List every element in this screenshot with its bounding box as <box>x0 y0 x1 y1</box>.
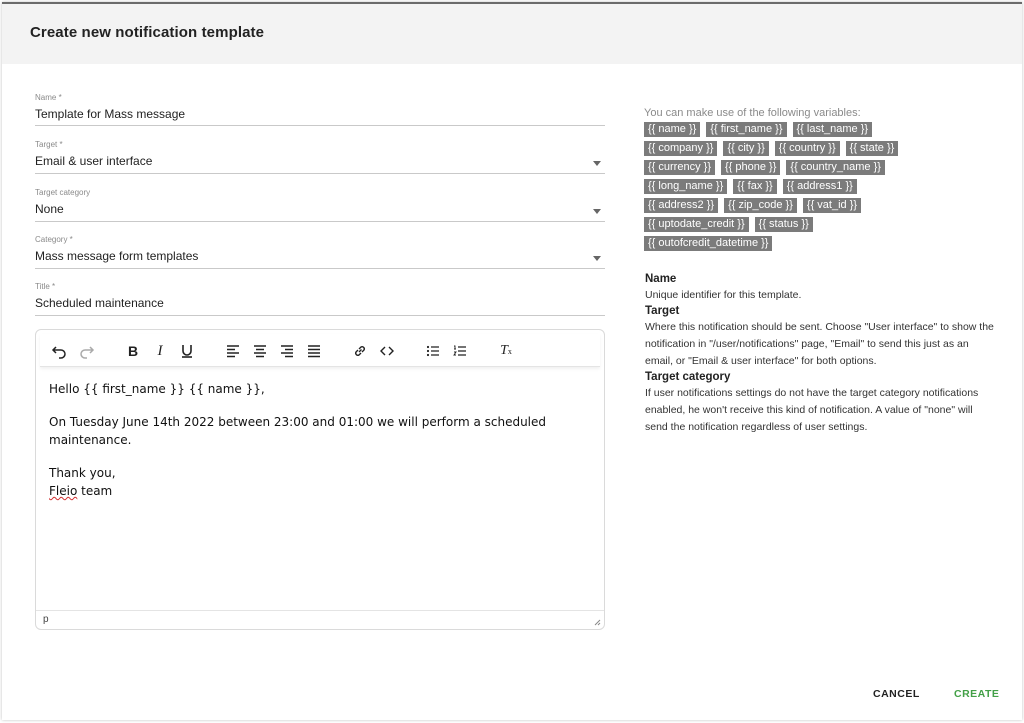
dialog-title: Create new notification template <box>30 24 265 41</box>
variables-list <box>644 122 914 251</box>
help-target-text: Where this notification should be sent. Choose "User interface" to show the notification in "/user/notifications" page, "Email" to send this just as an email, or "Email & user interface" for both options. <box>645 321 994 367</box>
undo-icon[interactable] <box>50 342 68 360</box>
variable-chip: {{ company }} <box>644 141 717 156</box>
target-select[interactable] <box>35 140 605 174</box>
variable-chip: {{ phone }} <box>721 160 780 175</box>
target-category-select[interactable] <box>35 188 605 222</box>
chevron-down-icon[interactable] <box>593 209 601 214</box>
name-field[interactable] <box>35 93 605 126</box>
variable-chip: {{ city }} <box>723 141 768 156</box>
chevron-down-icon[interactable] <box>593 256 601 261</box>
variables-intro: You can make use of the following variables: <box>644 107 861 119</box>
align-justify-icon[interactable] <box>305 342 323 360</box>
clear-formatting-icon[interactable]: T x <box>500 343 512 358</box>
variable-chip: {{ zip_code }} <box>724 198 797 213</box>
help-name-text: Unique identifier for this template. <box>645 289 802 301</box>
redo-icon[interactable] <box>78 342 96 360</box>
category-underline <box>35 268 605 269</box>
variable-chip: {{ address2 }} <box>644 198 718 213</box>
bullet-list-icon[interactable] <box>424 342 442 360</box>
target-category-underline <box>35 221 605 222</box>
editor-line: Hello {{ first_name }} {{ name }}, <box>49 382 265 396</box>
category-select[interactable] <box>35 235 605 269</box>
misspelled-word: Fleio <box>49 484 78 498</box>
bold-icon[interactable]: B <box>127 343 139 359</box>
name-underline <box>35 125 605 126</box>
editor-content[interactable] <box>49 380 599 500</box>
link-icon[interactable] <box>351 342 369 360</box>
variable-chip: {{ name }} <box>644 122 700 137</box>
variable-chip: {{ country }} <box>775 141 840 156</box>
target-category-value[interactable]: None <box>35 202 64 216</box>
dialog-header <box>2 4 1022 64</box>
help-category-text: If user notifications settings do not have the target category notifications enabled, he won't receive this kind of notification. A value of "none" will send the notification regardless of user settings. <box>645 387 979 433</box>
underline-icon[interactable] <box>178 342 196 360</box>
editor-line: On Tuesday June 14th 2022 between 23:00 and 01:00 we will perform a scheduled maintenance. <box>49 415 547 447</box>
category-label: Category * <box>35 235 73 244</box>
variable-chip: {{ state }} <box>846 141 899 156</box>
element-path[interactable]: p <box>43 614 49 625</box>
cancel-button[interactable]: CANCEL <box>873 688 920 700</box>
variable-chip: {{ vat_id }} <box>803 198 861 213</box>
target-underline <box>35 173 605 174</box>
help-target-title: Target <box>645 305 680 317</box>
resize-handle-icon[interactable] <box>593 618 601 626</box>
help-name-title: Name <box>645 273 677 285</box>
name-input[interactable]: Template for Mass message <box>35 107 186 121</box>
title-input[interactable]: Scheduled maintenance <box>35 296 164 310</box>
title-label: Title * <box>35 282 56 291</box>
variable-chip: {{ first_name }} <box>706 122 786 137</box>
variable-chip: {{ address1 }} <box>783 179 857 194</box>
variable-chip: {{ fax }} <box>733 179 776 194</box>
align-right-icon[interactable] <box>278 342 296 360</box>
chevron-down-icon[interactable] <box>593 161 601 166</box>
code-icon[interactable] <box>378 342 396 360</box>
italic-icon[interactable]: I <box>157 342 163 359</box>
editor-status-bar <box>36 610 604 629</box>
variable-chip: {{ long_name }} <box>644 179 727 194</box>
variable-chip: {{ last_name }} <box>793 122 873 137</box>
target-category-label: Target category <box>35 188 91 197</box>
editor-line: Thank you, <box>49 466 116 480</box>
editor-text: team <box>77 484 113 498</box>
editor-toolbar <box>40 334 600 367</box>
editor-line <box>49 482 599 500</box>
target-label: Target * <box>35 140 63 149</box>
align-left-icon[interactable] <box>224 342 242 360</box>
create-button[interactable]: CREATE <box>954 688 1000 700</box>
category-value[interactable]: Mass message form templates <box>35 249 199 263</box>
align-center-icon[interactable] <box>251 342 269 360</box>
name-label: Name * <box>35 93 62 102</box>
variable-chip: {{ outofcredit_datetime }} <box>644 236 772 251</box>
variable-chip: {{ uptodate_credit }} <box>644 217 749 232</box>
help-panel <box>645 272 995 436</box>
variable-chip: {{ status }} <box>755 217 813 232</box>
help-category-title: Target category <box>645 371 731 383</box>
title-underline <box>35 315 605 316</box>
variable-chip: {{ country_name }} <box>786 160 885 175</box>
rich-text-editor[interactable] <box>35 329 605 630</box>
target-value[interactable]: Email & user interface <box>35 154 153 168</box>
title-field[interactable] <box>35 282 605 316</box>
numbered-list-icon[interactable] <box>451 342 469 360</box>
variable-chip: {{ currency }} <box>644 160 715 175</box>
